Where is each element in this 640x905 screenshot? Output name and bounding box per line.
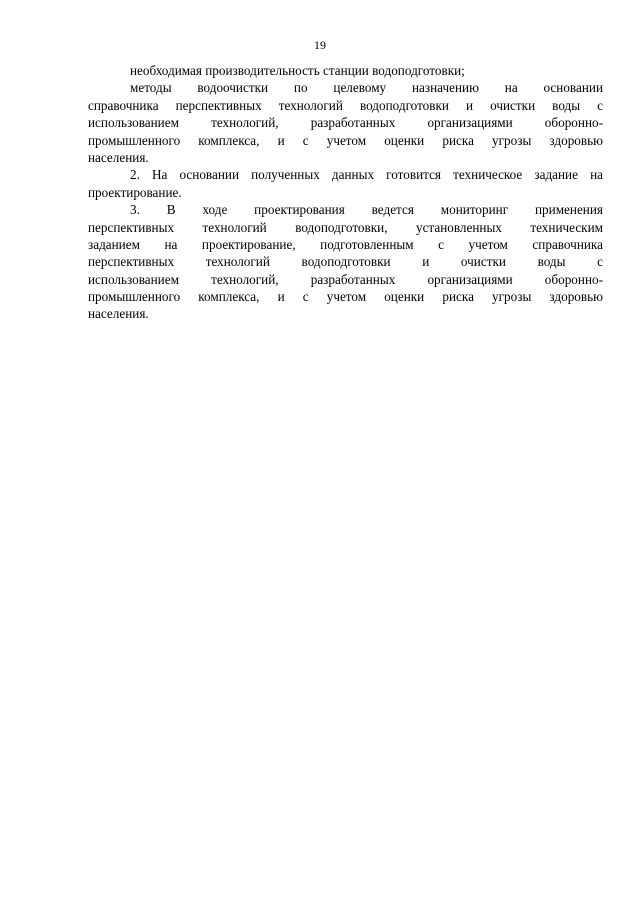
text-line: использованием технологий, разработанных организациями оборонно- — [88, 271, 603, 287]
text-line: заданием на проектирование, подготовленным с учетом справочника — [88, 236, 603, 252]
text-line: промышленного комплекса, и с учетом оценки риска угрозы здоровью — [88, 289, 603, 305]
text-line: методы водоочистки по целевому назначению на основании — [130, 80, 603, 96]
text-line: необходимая производительность станции водоподготовки; — [130, 63, 465, 78]
text-line: проектирование. — [88, 184, 182, 200]
text-line: населения. — [88, 306, 149, 322]
text-line: перспективных технологий водоподготовки, установленных техническим — [88, 219, 603, 235]
text-line: перспективных технологий водоподготовки и очистки воды с — [88, 254, 603, 270]
text-line: 2. На основании полученных данных готовится техническое задание на — [130, 167, 603, 183]
text-line: населения. — [88, 149, 149, 165]
text-line: 3. В ходе проектирования ведется мониторинг применения — [130, 202, 603, 218]
text-line: промышленного комплекса, и с учетом оценки риска угрозы здоровью — [88, 132, 603, 148]
text-line: справочника перспективных технологий водоподготовки и очистки воды с — [88, 97, 603, 113]
page-number: 19 — [314, 38, 326, 52]
document-body — [88, 62, 603, 323]
text-line: использованием технологий, разработанных организациями оборонно- — [88, 115, 603, 131]
